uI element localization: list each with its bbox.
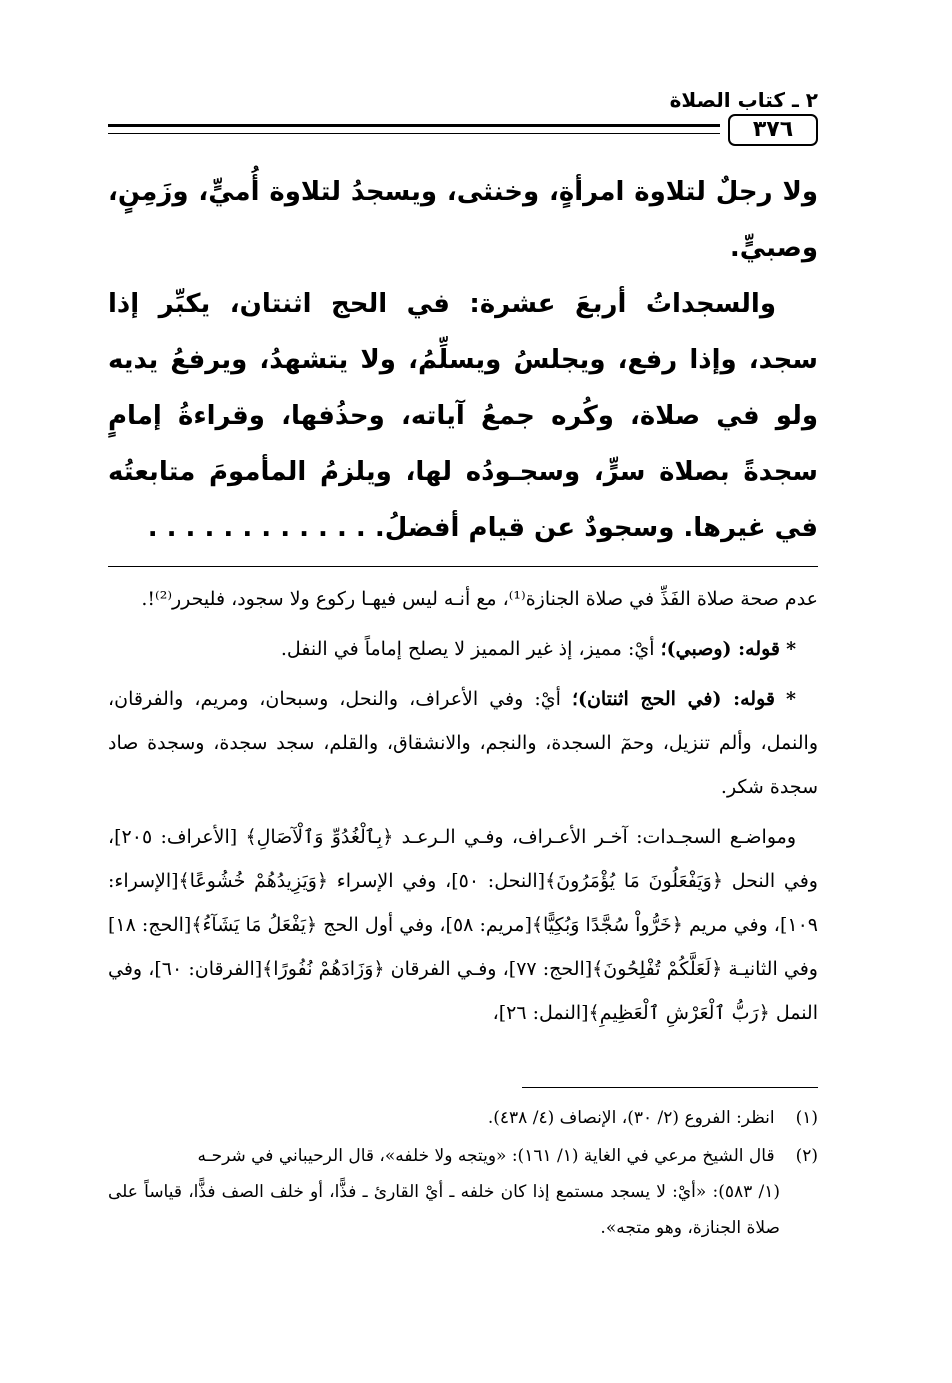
footnote-number: (١) [795,1108,818,1128]
footnote-text: انظر: الفروع (٢/ ٣٠)، الإنصاف (٤/ ٤٣٨). [487,1108,775,1128]
main-text-paragraph: والسجداتُ أربعَ عشرة: في الحج اثنتان، يكبِّر إذا سجد، وإذا رفع، ويجلسُ ويسلِّمُ، ولا يتشهدُ، ويرفعُ يديه ولو في صلاة، وكُره جمعُ آياته، وحذُفها، وقراءةُ إمامٍ سجدةً بصلاة سرٍّ، وسجـودُه لها، ويلزمُ المأمومَ متابعتُه في غيرها. وسجودٌ عن قيام أفضلُ. . . . . . . . . . . . . [108,289,818,543]
footnote-separator [522,1087,818,1088]
footnote-number: (٢) [795,1146,818,1166]
footnote [108,1138,818,1246]
page-number: ٣٧٦ [728,114,818,146]
footnote-text: قال الشيخ مرعي في الغاية (١/ ١٦١): «ويتجه ولا خلفه»، قال الرحيباني في شرحـه [197,1146,775,1166]
footnote-continuation: (١/ ٥٨٣): «أيْ: لا يسجد مستمع إذا كان خلفه ـ أيْ القارئ ـ فذًّا، أو خلف الصف فذًّا، قياساً على صلاة الجنازة، وهو متجه». [108,1182,780,1238]
footnotes [108,1100,818,1246]
commentary-text: أيْ: مميز، إذ غير المميز لا يصلح إماماً في النفل. [280,638,655,660]
book-page [108,88,818,1338]
star-marker: * [786,638,796,660]
star-marker: * [786,688,796,710]
chapter-title: ٢ ـ كتاب الصلاة [669,88,818,112]
header-rule [108,124,720,134]
commentary-paragraph: ومواضـع السجـدات: آخـر الأعـراف، وفـي الـرعـد ﴿بِٱلْغُدُوِّ وَٱلْآصَالِ﴾ [الأعراف: ٢٠٥]، وفي النحل ﴿وَيَفْعَلُونَ مَا يُؤْمَرُونَ﴾[النحل: ٥٠]، وفي الإسراء ﴿وَيَزِيدُهُمْ خُشُوعًا﴾[الإسراء: ١٠٩]، وفي مريم ﴿خَرُّواْ سُجَّدًا وَبُكِيًّا﴾[مريم: ٥٨]، وفي أول الحج ﴿يَفْعَلُ مَا يَشَآءُ﴾[الحج: ١٨] وفي الثانيـة ﴿لَعَلَّكُمْ تُفْلِحُونَ﴾[الحج: ٧٧]، وفـي الفرقان ﴿وَزَادَهُمْ نُفُورًا﴾[الفرقان: ٦٠]، وفي النمل ﴿رَبُّ ٱلْعَرْشِ ٱلْعَظِيمِ﴾[النمل: ٢٦]، [108,826,818,1024]
commentary-text: أيْ: وفي الأعراف، والنحل، وسبحان، ومريم، والفرقان، والنمل، وألم تنزيل، وحمٓ السجدة، والنجم، والانشقاق، والقلم، سجد سجدة، وسجدة صاد سجدة شكر. [108,688,818,798]
quoted-lemma: قوله: (في الحج اثنتان)؛ [571,688,775,710]
page-header [108,88,818,146]
commentary-paragraph [108,627,818,671]
main-text-paragraph: ولا رجلٌ لتلاوة امرأةٍ، وخنثى، ويسجدُ لتلاوة أُميٍّ، وزَمِنٍ، وصبيٍّ. [108,177,818,263]
commentary [108,577,818,1035]
main-commentary-separator [108,566,818,567]
main-text [108,164,818,556]
quoted-lemma: قوله: (وصبي)؛ [660,638,781,660]
footnote [108,1100,818,1136]
commentary-paragraph: عدم صحة صلاة الفَذِّ في صلاة الجنازة⁽¹⁾، مع أنـه ليس فيهـا ركوع ولا سجود، فليحرر⁽²⁾!. [141,588,818,610]
commentary-paragraph [108,677,818,809]
